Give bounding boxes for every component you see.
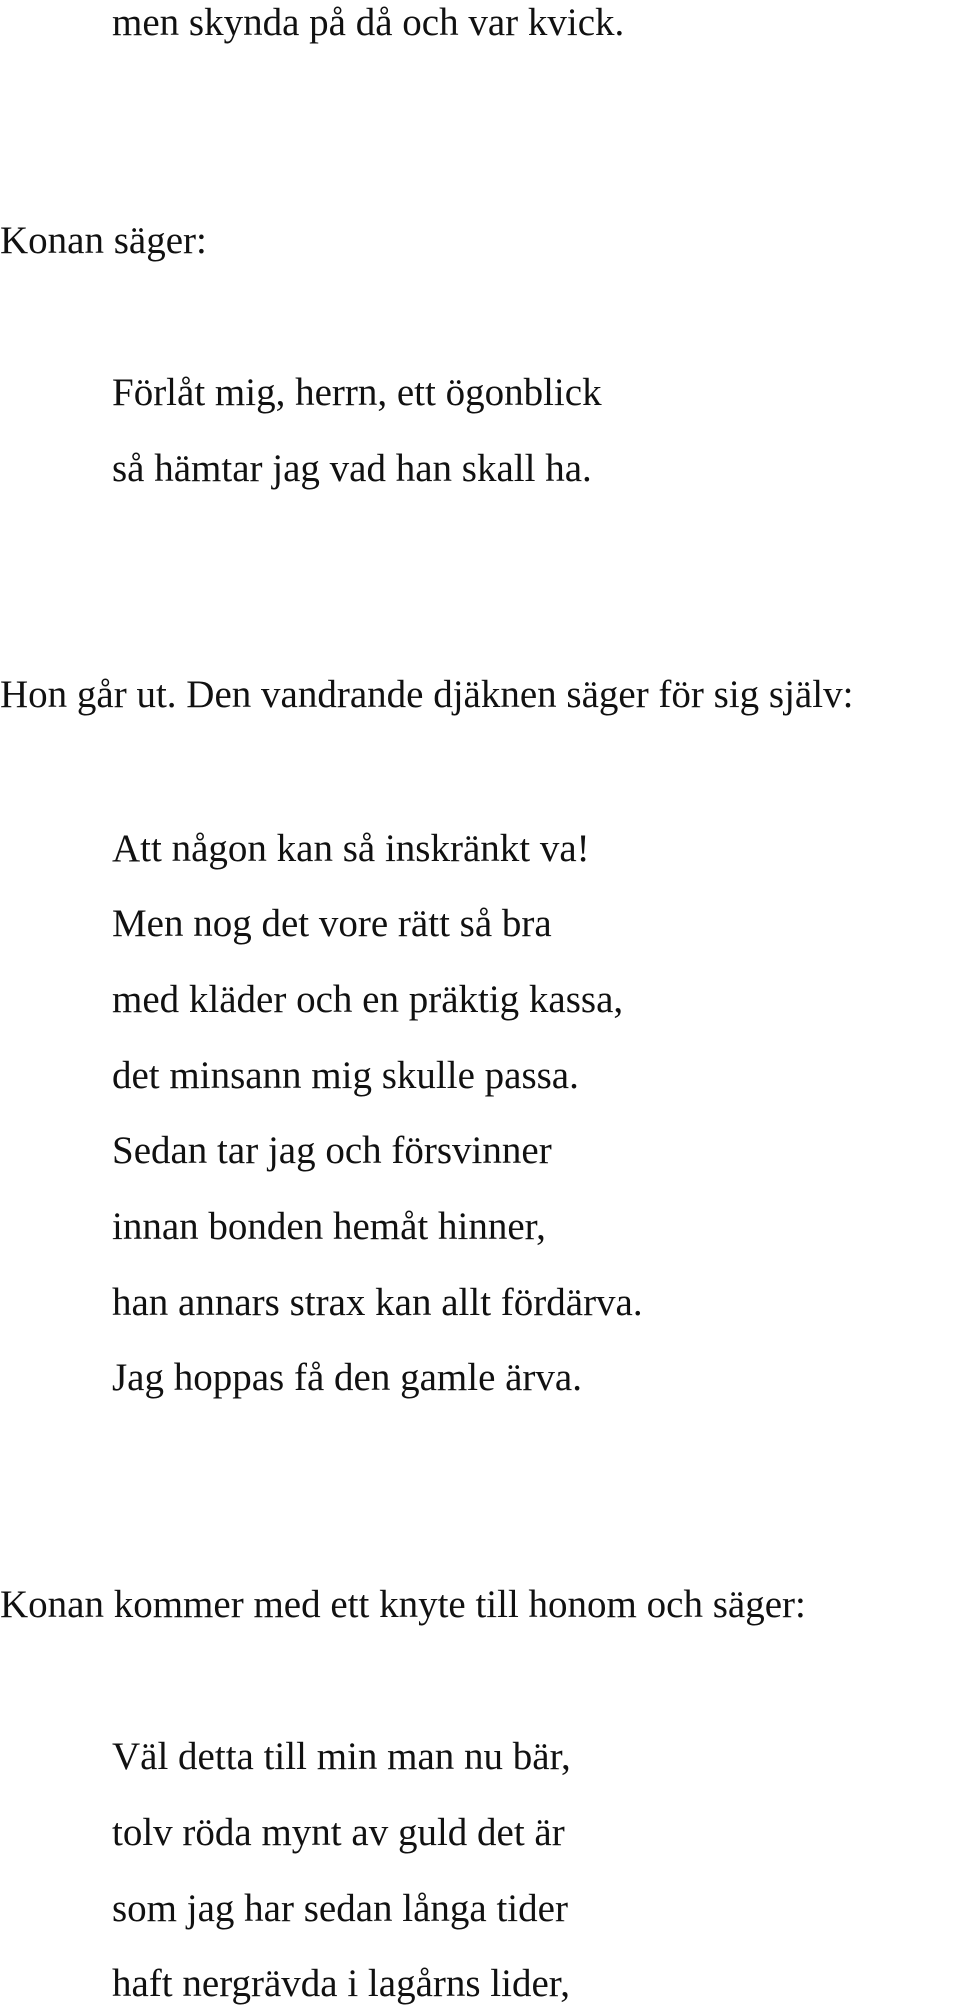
verse-line: som jag har sedan långa tider — [112, 1887, 568, 1930]
stage-direction: Konan kommer med ett knyte till honom och säger: — [0, 1583, 806, 1626]
verse-line: Jag hoppas få den gamle ärva. — [112, 1356, 582, 1399]
verse-line: med kläder och en präktig kassa, — [112, 978, 624, 1021]
verse-line: tolv röda mynt av guld det är — [112, 1811, 565, 1854]
stage-direction: Konan säger: — [0, 219, 207, 262]
verse-line: Men nog det vore rätt så bra — [112, 902, 552, 945]
verse-line: Att någon kan så inskränkt va! — [112, 827, 590, 870]
stage-direction: Hon går ut. Den vandrande djäknen säger för sig själv: — [0, 673, 854, 716]
verse-line: innan bonden hemåt hinner, — [112, 1205, 546, 1248]
verse-line: han annars strax kan allt fördärva. — [112, 1281, 643, 1324]
verse-line: haft nergrävda i lagårns lider, — [112, 1962, 570, 2005]
verse-line: Väl detta till min man nu bär, — [112, 1735, 571, 1778]
verse-line: Förlåt mig, herrn, ett ögonblick — [112, 371, 602, 414]
verse-line: men skynda på då och var kvick. — [112, 1, 625, 44]
verse-line: Sedan tar jag och försvinner — [112, 1129, 552, 1172]
verse-line: det minsann mig skulle passa. — [112, 1054, 579, 1097]
verse-line: så hämtar jag vad han skall ha. — [112, 447, 592, 490]
